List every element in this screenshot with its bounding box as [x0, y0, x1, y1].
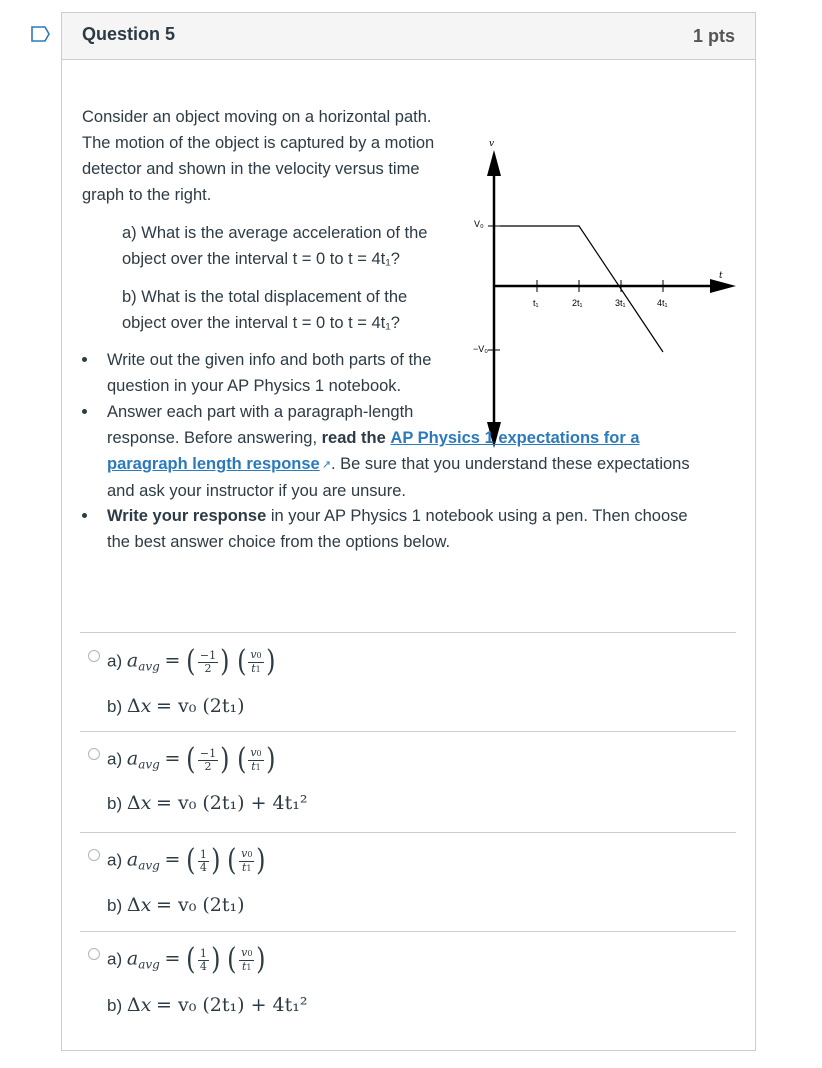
answer-choice-2[interactable]: a) $a_{avg}$ = ( $\frac{-1}{2}$ ) ( $\frac{v0}{t1}$ ) b) Δx = v₀ (2t₁) + 4t₁²: [80, 732, 736, 832]
answer-radio[interactable]: [88, 948, 100, 960]
t-axis-label: t: [719, 271, 723, 281]
bullet-3: Write your response in your AP Physics 1 notebook using a pen. Then choose the best answer choice from the options below.: [107, 507, 688, 551]
v-axis-label: v: [489, 139, 495, 149]
tick-2t1: 2t₁: [572, 298, 583, 308]
bullet-1: Write out the given info and both parts of the question in your AP Physics 1 notebook.: [107, 351, 432, 395]
neg-v0-label: −V₀: [473, 344, 488, 354]
velocity-line: [500, 226, 663, 352]
part-a-text: a) What is the average acceleration of the object over the interval t = 0 to t = 4t₁?: [122, 224, 428, 268]
question-title: Question 5: [82, 24, 176, 44]
answer-choice-1[interactable]: a) $a_{avg}$ = ( $\frac{-1}{2}$ ) ( $\frac{v0}{t1}$ ) b) Δx = v₀ (2t₁): [80, 633, 736, 731]
answer-radio[interactable]: [88, 650, 100, 662]
question-header: [62, 13, 755, 60]
expectations-link-cont[interactable]: paragraph length response: [107, 455, 320, 473]
answer-choice-3[interactable]: a) $a_{avg}$ = ( $\frac{1}{4}$ ) ( $\frac{v0}{t1}$ ) b) Δx = v₀ (2t₁): [80, 833, 736, 931]
tick-4t1: 4t₁: [657, 298, 668, 308]
v-axis-arrow-up: [487, 150, 501, 176]
question-points: 1 pts: [692, 26, 735, 46]
bullet-dot: [82, 357, 87, 362]
answer-choice-4[interactable]: a) $a_{avg}$ = ( $\frac{1}{4}$ ) ( $\frac{v0}{t1}$ ) b) Δx = v₀ (2t₁) + 4t₁²: [80, 932, 736, 1032]
expectations-link[interactable]: AP Physics 1 expectations for a: [390, 429, 640, 447]
answer-radio[interactable]: [88, 748, 100, 760]
external-link-icon: ↗: [321, 459, 331, 471]
bullet-dot: [82, 409, 87, 414]
question-intro: Consider an object moving on a horizontal path. The motion of the object is captured by a motion detector and shown in the velocity versus time graph to the right.: [82, 108, 435, 204]
v0-label: V₀: [474, 219, 484, 229]
bullet-dot: [82, 513, 87, 518]
t-axis-arrow: [710, 279, 736, 293]
answer-radio[interactable]: [88, 849, 100, 861]
bookmark-flag-icon[interactable]: [31, 26, 51, 42]
bullet-2: Answer each part with a paragraph-length response. Before answering, read the AP Physics 1 expectations for a paragraph length response ↗. Be sure that you understand these expectations and ask your instructor if you are unsure.: [107, 403, 690, 500]
tick-t1: t₁: [533, 298, 539, 308]
tick-3t1: 3t₁: [615, 298, 626, 308]
part-b-text: b) What is the total displacement of the object over the interval t = 0 to t = 4t₁?: [122, 288, 408, 332]
